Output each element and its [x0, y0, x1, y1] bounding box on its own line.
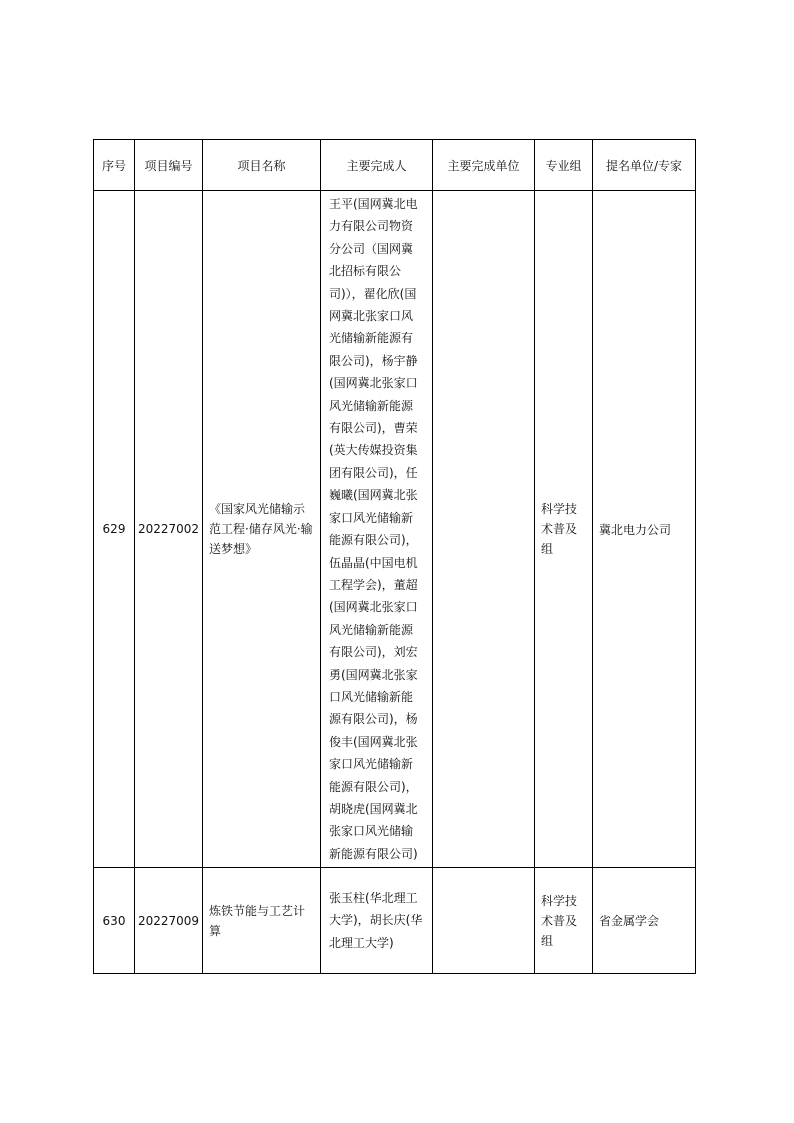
header-unit: 主要完成单位: [433, 140, 535, 191]
table-row: [94, 191, 696, 868]
projects-table: [93, 139, 696, 974]
table-row: [94, 868, 696, 974]
cell-name: 《国家风光储输示范工程·储存风光·输送梦想》: [203, 191, 321, 868]
cell-seq: 629: [94, 191, 135, 868]
header-nominator: 提名单位/专家: [593, 140, 696, 191]
cell-people: 王平(国网冀北电力有限公司物资分公司（国网冀北招标有限公司)），翟化欣(国网冀北张家口风光储输新能源有限公司)，杨宇静(国网冀北张家口风光储输新能源有限公司)，曹荣(英大传媒投资集团有限公司)，任巍曦(国网冀北张家口风光储输新能源有限公司)，伍晶晶(中国电机工程学会)，董超(国网冀北张家口风光储输新能源有限公司)，刘宏勇(国网冀北张家口风光储输新能源有限公司)，杨俊丰(国网冀北张家口风光储输新能源有限公司)，胡晓虎(国网冀北张家口风光储输新能源有限公司): [321, 191, 433, 868]
header-seq: 序号: [94, 140, 135, 191]
cell-nominator: 省金属学会: [593, 868, 696, 974]
cell-unit: [433, 868, 535, 974]
cell-group: 科学技术普及组: [535, 191, 593, 868]
cell-people: 张玉柱(华北理工大学)，胡长庆(华北理工大学): [321, 868, 433, 974]
header-code: 项目编号: [135, 140, 203, 191]
cell-name: 炼铁节能与工艺计算: [203, 868, 321, 974]
header-people: 主要完成人: [321, 140, 433, 191]
cell-code: 20227009: [135, 868, 203, 974]
header-group: 专业组: [535, 140, 593, 191]
header-row: [94, 140, 696, 191]
cell-nominator: 冀北电力公司: [593, 191, 696, 868]
cell-seq: 630: [94, 868, 135, 974]
cell-group: 科学技术普及组: [535, 868, 593, 974]
cell-unit: [433, 191, 535, 868]
cell-code: 20227002: [135, 191, 203, 868]
header-name: 项目名称: [203, 140, 321, 191]
